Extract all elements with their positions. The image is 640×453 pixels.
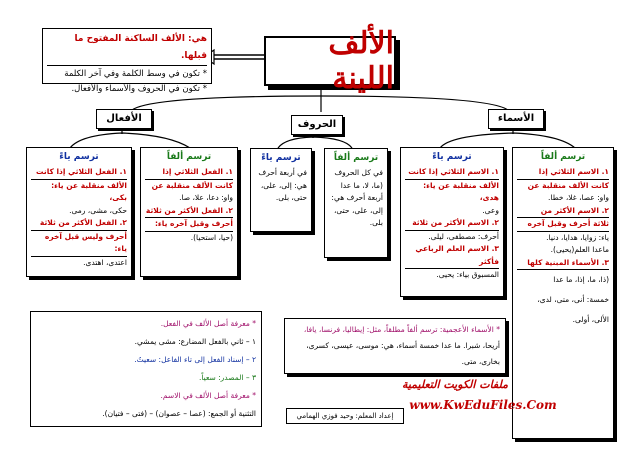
rule-line: ١. الفعل الثلاثي إذا: [145, 166, 233, 180]
rule-line: واو: دعا، علا، صا.: [179, 193, 233, 202]
nouns-alef-box: [512, 147, 614, 439]
verbs-ya-title: ترسم ياءً: [59, 152, 99, 162]
rule-line: الألف منقلبة عن ياء: هدى،: [423, 180, 499, 202]
rule-line: أحرف وليس قبل آخره ياء:: [31, 231, 127, 257]
particles-alef-box: [324, 148, 388, 258]
category-particles: الحروف: [291, 115, 343, 135]
foreign-line: بخارى، متى.: [461, 357, 500, 366]
rule-line: (حيا، استحيا).: [190, 232, 233, 242]
rule-line: (ذا، ما، إذا، ما عدا: [553, 275, 609, 284]
alef-origin-box: [30, 311, 262, 427]
category-nouns: الأسماء: [488, 109, 544, 129]
origin-line: التثنية أو الجمع: (عصا – عصوان) – (فتى – فتيان).: [102, 409, 256, 418]
rule-line: ٢. الاسم الأكثر من: [517, 205, 609, 219]
rule-line: اعتدى، اهتدى.: [83, 257, 127, 267]
foreign-names-box: [284, 318, 506, 374]
rule-line: ماعدا العلم(يحيى).: [550, 245, 609, 254]
definition-point: * تكون في وسط الكلمة وفي آخر الكلمة: [64, 69, 207, 79]
verbs-ya-box: [26, 147, 132, 277]
rule-line: أربعة أحرف هي:: [331, 193, 383, 202]
rule-line: حتى، بلى.: [275, 193, 307, 202]
rule-line: خمسة: أنى، متى، لدى،: [537, 295, 609, 304]
rule-line: بلى.: [369, 218, 383, 227]
nouns-ya-title: ترسم ياءً: [432, 152, 472, 162]
category-verbs: الأفعال: [96, 109, 152, 129]
rule-line: ١. الفعل الثلاثي إذا كانت: [31, 166, 127, 180]
definition-head: هي: الألف الساكنة المفتوح ما قبلها.: [47, 31, 207, 66]
footer-url[interactable]: www.KwEduFiles.Com: [409, 398, 557, 412]
foreign-line: أريحا، شبرا. ما عدا خمسة أسماء، هي: موسى، عيسى، كسرى،: [306, 341, 500, 350]
verbs-alef-title: ترسم ألفاً: [166, 152, 212, 162]
rule-line: ١. الاسم الثلاثي إذا كانت: [405, 166, 499, 180]
rule-line: حكى، مشى، رمى.: [69, 205, 127, 215]
rule-line: في كل الحروف: [334, 168, 383, 177]
rule-line: الألف منقلبة عن ياء: بكى،: [51, 180, 127, 202]
rule-line: أحرف: مصطفى، ليلى.: [428, 231, 499, 241]
origin-line: ١ – ثاني بالفعل المضارع: مشى يمشي.: [134, 337, 256, 346]
particles-ya-box: [250, 148, 312, 232]
nouns-ya-box: [400, 147, 504, 297]
origin-line: * معرفة أصل الألف في الاسم.: [160, 391, 256, 400]
rule-line: كانت الألف منقلبة عن: [527, 180, 609, 190]
rule-line: كانت الألف منقلبة عن: [151, 180, 233, 190]
page-title: الألف اللينة: [264, 36, 396, 86]
rule-line: ٣. الاسم العلم الرباعي فأكثر: [405, 243, 499, 269]
definition-point: * تكون في الحروف والأسماء والأفعال.: [71, 84, 207, 94]
rule-line: أحرف وقبل آخره ياء:: [145, 218, 233, 232]
foreign-line: * الأسماء الأعجمية: ترسم ألفاً مطلقاً، مثل: إيطاليا، فرنسا، يافا،: [303, 325, 500, 334]
rule-line: ثلاثة أحرف وقبل آخره: [517, 218, 609, 232]
rule-line: وعى.: [482, 205, 499, 215]
rule-line: الألى، أولى.: [572, 315, 609, 324]
rule-line: المسبوق بياء: يحيى.: [436, 270, 499, 279]
origin-line: * معرفة أصل الألف في الفعل.: [160, 319, 256, 328]
rule-line: ٢. الفعل الأكثر من ثلاثة: [31, 217, 127, 231]
definition-box: [42, 28, 212, 94]
particles-ya-title: ترسم ياءً: [261, 153, 301, 163]
rule-line: ٣. الأسماء المبنية كلها: [517, 257, 609, 271]
rule-line: ٢. الفعل الأكثر من ثلاثة: [145, 205, 233, 219]
origin-line: ٣ – المصدر: سعياً.: [198, 373, 256, 382]
rule-line: ياء: زوايا، هدايا، دنيا.: [546, 232, 609, 242]
nouns-alef-title: ترسم ألفاً: [540, 152, 586, 162]
rule-line: ١. الاسم الثلاثي إذا: [517, 166, 609, 180]
verbs-alef-box: [140, 147, 238, 277]
rule-line: ٢. الاسم الأكثر من ثلاثة: [405, 217, 499, 231]
rule-line: واو: عصا، غلا، خطا.: [548, 193, 609, 202]
credit-text: إعداد المعلم: وحيد فوزي الهمامي: [296, 412, 394, 420]
rule-line: (ما، لا، ما عدا: [340, 180, 383, 190]
rule-line: هي: إلى، على،: [260, 180, 307, 190]
footer-arabic: ملفات الكويت التعليمية: [401, 378, 509, 391]
rule-line: في أربعة أحرف: [258, 168, 307, 177]
rule-line: إلى، على، حتى،: [333, 205, 383, 215]
credit-box: [286, 408, 404, 424]
particles-alef-title: ترسم ألفاً: [333, 153, 379, 163]
origin-line: ٢ – إسناد الفعل إلى تاء الفاعل: سعيتُ.: [134, 355, 256, 364]
